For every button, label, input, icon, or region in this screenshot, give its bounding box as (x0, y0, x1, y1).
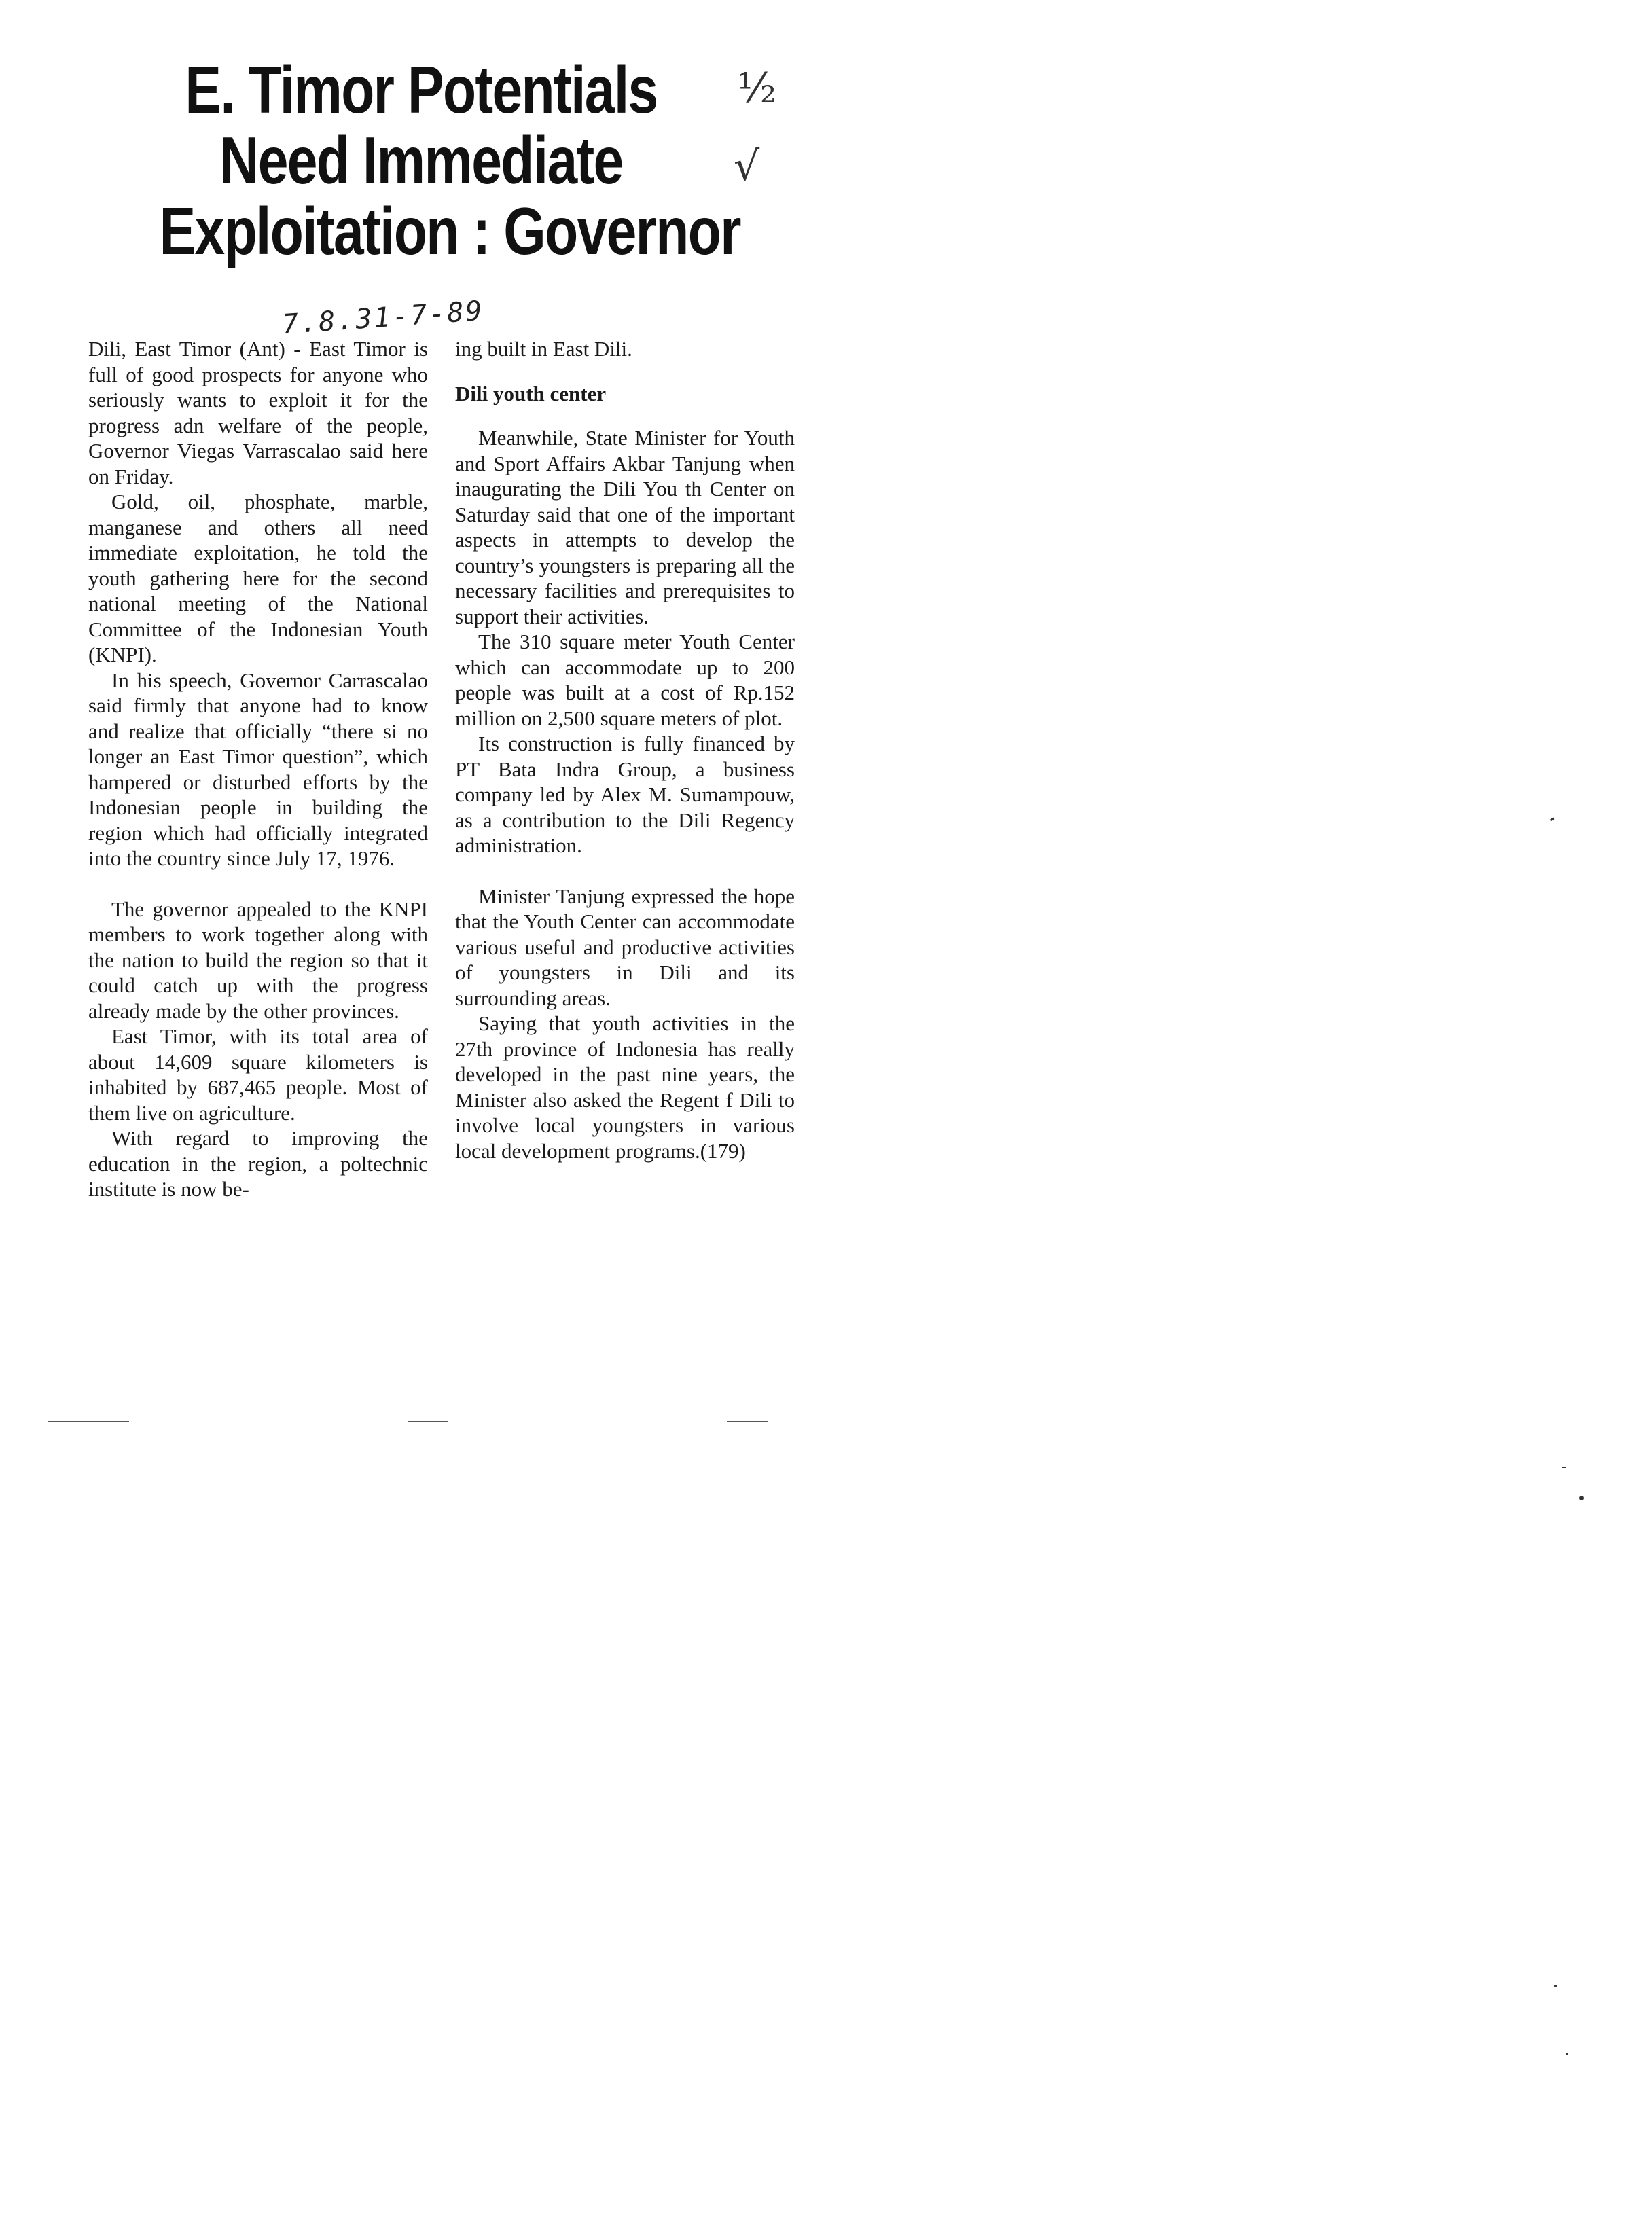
paragraph-continuation: ing built in East Dili. (455, 337, 632, 361)
article-column-left (88, 336, 428, 1202)
paragraph: With regard to improving the education in the region, a poltechnic institute is now be- (88, 1126, 428, 1201)
paragraph: Meanwhile, State Minister for Youth and Sport Affairs Akbar Tanjung when inaugurating the Dili You th Center on Saturday said that one of the important aspects in attempts to develop the country’s youngsters is preparing all the necessary facilities and prerequisites to support their activities. (455, 426, 795, 628)
handwritten-date: 7.8.31-7-89 (281, 295, 486, 341)
headline-line-1: E. Timor Potentials (185, 52, 658, 127)
section-subhead: Dili youth center (455, 381, 607, 405)
paragraph: Minister Tanjung expressed the hope that the Youth Center can accommodate various useful and productive activities of youngsters in Dili and its surrounding areas. (455, 884, 795, 1010)
bottom-rule-middle (408, 1421, 448, 1422)
headline-line-3: Exploitation : Governor (159, 194, 740, 268)
paragraph: Gold, oil, phosphate, marble, manganese and others all need immediate exploitation, he told the youth gathering here for the second national meeting of the National Committee of the Indonesian Youth (KNPI). (88, 490, 428, 666)
paragraph: East Timor, with its total area of about 14,609 square kilometers is inhabited by 687,465 people. Most of them live on agriculture. (88, 1024, 428, 1125)
article-column-right (455, 336, 795, 1163)
paragraph: Saying that youth activities in the 27th province of Indonesia has really developed in the past nine years, the Minister also asked the Regent f Dili to involve local youngsters in various local development programs.(179) (455, 1011, 795, 1163)
newspaper-clipping (41, 27, 795, 1406)
scan-speck (1566, 2053, 1568, 2055)
paragraph: The governor appealed to the KNPI members to work together along with the nation to build the region so that it could catch up with the progress already made by the other provinces. (88, 897, 428, 1023)
headline (159, 52, 740, 268)
scan-speck (1562, 1467, 1566, 1468)
bottom-rule-right (727, 1421, 768, 1422)
scan-speck (1550, 818, 1555, 822)
scan-speck (1579, 1496, 1584, 1500)
headline-line-2: Need Immediate (219, 123, 623, 198)
paragraph: Dili, East Timor (Ant) - East Timor is full of good prospects for anyone who seriously wants to exploit it for the progress adn welfare of the people, Governor Viegas Varrascalao said here on Friday. (88, 337, 428, 488)
paragraph: Its construction is fully financed by PT Bata Indra Group, a business company led by Alex M. Sumampouw, as a contribution to the Dili Regency administration. (455, 732, 795, 857)
bottom-rule-left (48, 1421, 129, 1422)
scan-speck (1554, 1985, 1557, 1987)
paragraph: The 310 square meter Youth Center which can accommodate up to 200 people was built at a cost of Rp.152 million on 2,500 square meters of plot. (455, 630, 795, 730)
margin-mark-fraction: ½ (737, 65, 777, 112)
margin-mark-check: √ (734, 143, 760, 190)
paragraph: In his speech, Governor Carrascalao said firmly that anyone had to know and realize that officially “there si no longer an East Timor question”, which hampered or disturbed efforts by the Indonesian people in building the region which had officially integrated into the country since July 17, 1976. (88, 668, 428, 870)
